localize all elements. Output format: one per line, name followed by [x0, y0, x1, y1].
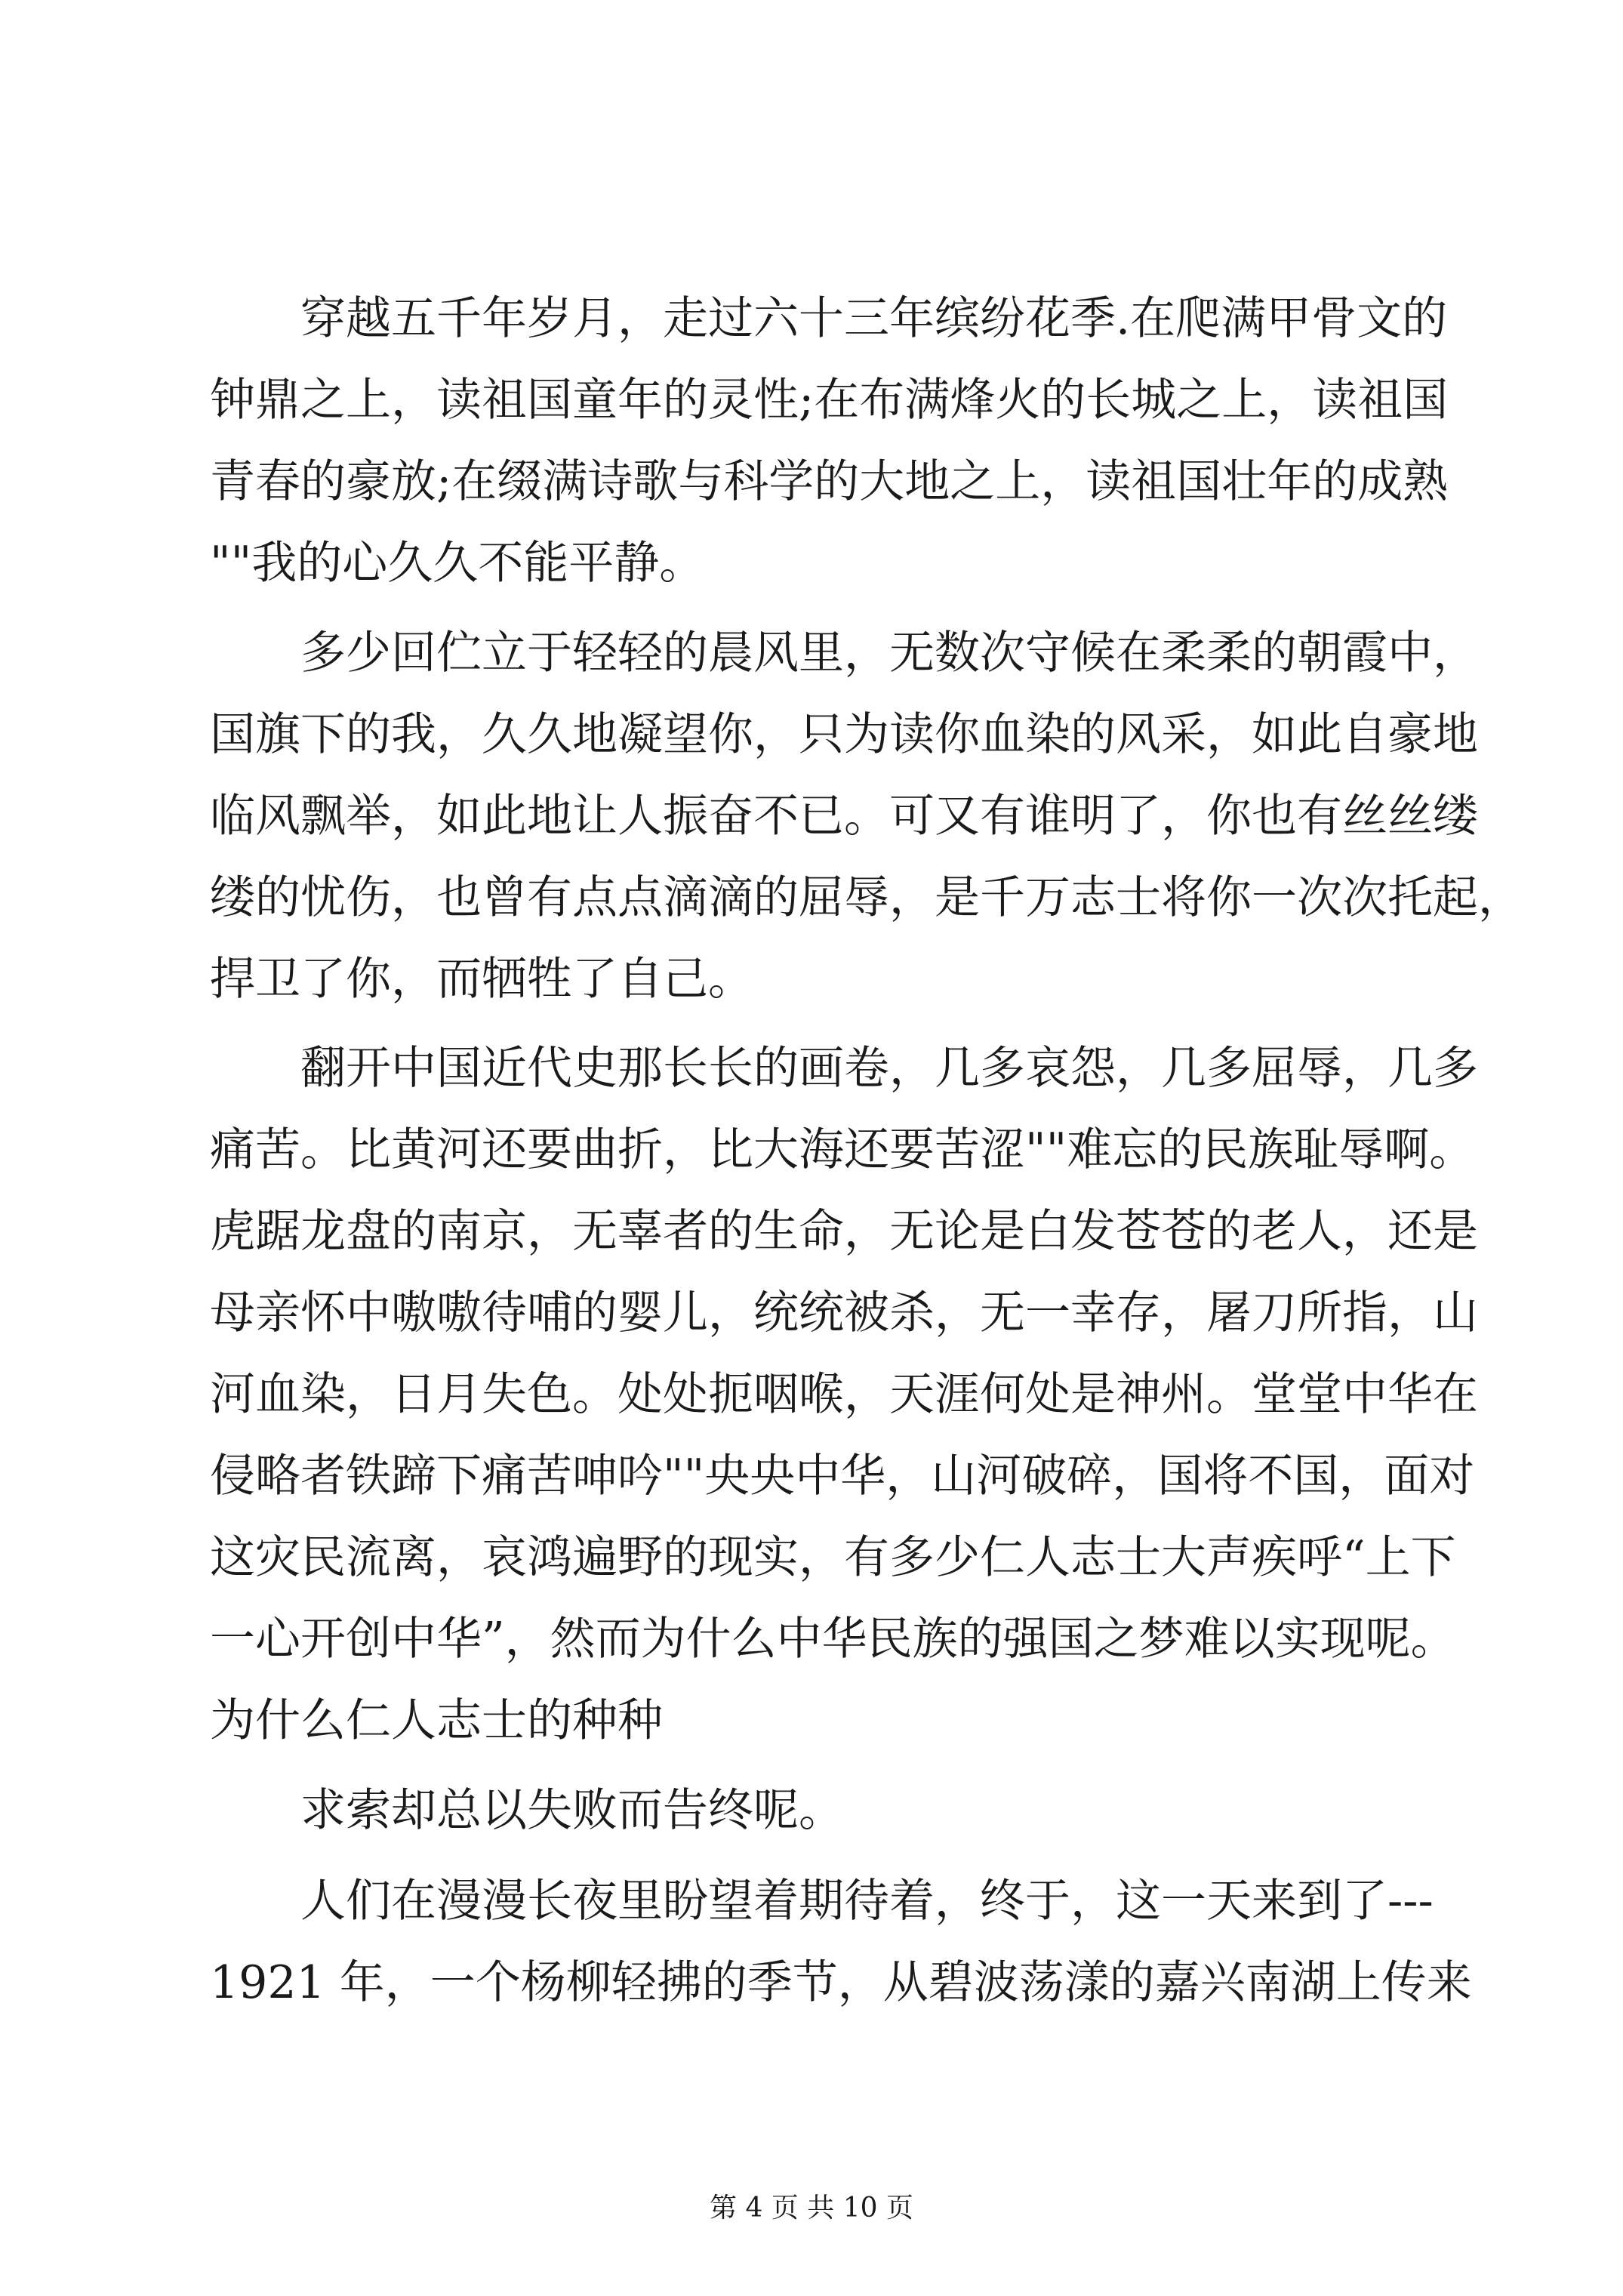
text-line: 钟鼎之上，读祖国童年的灵性;在布满烽火的长城之上，读祖国: [210, 374, 1449, 427]
text-line: 翻开中国近代史那长长的画卷，几多哀怨，几多屈辱，几多: [300, 1042, 1478, 1095]
text-line: 国旗下的我，久久地凝望你，只为读你血染的风采，如此自豪地: [210, 708, 1478, 761]
text-line: 一心开创中华”，然而为什么中华民族的强国之梦难以实现呢。: [210, 1613, 1456, 1666]
text-line: 为什么仁人志士的种种: [210, 1694, 663, 1747]
text-line: 痛苦。比黄河还要曲折，比大海还要苦涩""难忘的民族耻辱啊。: [210, 1123, 1475, 1176]
text-line: 穿越五千年岁月，走过六十三年缤纷花季.在爬满甲骨文的: [300, 292, 1448, 345]
text-line: 侵略者铁蹄下痛苦呻吟""央央中华，山河破碎，国将不国，面对: [210, 1450, 1475, 1502]
text-line: ""我的心久久不能平静。: [210, 537, 705, 590]
text-line: 人们在漫漫长夜里盼望着期待着，终于，这一天来到了---: [300, 1875, 1434, 1928]
page-number-footer: 第 4 页 共 10 页: [710, 2193, 913, 2224]
text-line: 青春的豪放;在缀满诗歌与科学的大地之上，读祖国壮年的成熟: [210, 455, 1449, 508]
text-line: 临风飘举，如此地让人振奋不已。可又有谁明了，你也有丝丝缕: [210, 790, 1478, 843]
text-line: 求索却总以失败而告终呢。: [300, 1784, 844, 1837]
text-line: 缕的忧伤，也曾有点点滴滴的屈辱，是千万志士将你一次次托起，: [210, 871, 1523, 924]
text-line: 捍卫了你，而牺牲了自己。: [210, 953, 753, 1006]
text-line: 多少回伫立于轻轻的晨风里，无数次守候在柔柔的朝霞中，: [300, 627, 1478, 680]
text-line: 这灾民流离，哀鸿遍野的现实，有多少仁人志士大声疾呼“上下: [210, 1531, 1456, 1584]
text-line: 1921 年，一个杨柳轻拂的季节，从碧波荡漾的嘉兴南湖上传来: [210, 1956, 1472, 2009]
text-line: 河血染，日月失色。处处扼咽喉，天涯何处是神州。堂堂中华在: [210, 1368, 1478, 1421]
text-line: 母亲怀中嗷嗷待哺的婴儿，统统被杀，无一幸存，屠刀所指，山: [210, 1287, 1478, 1339]
text-line: 虎踞龙盘的南京，无辜者的生命，无论是白发苍苍的老人，还是: [210, 1205, 1478, 1258]
